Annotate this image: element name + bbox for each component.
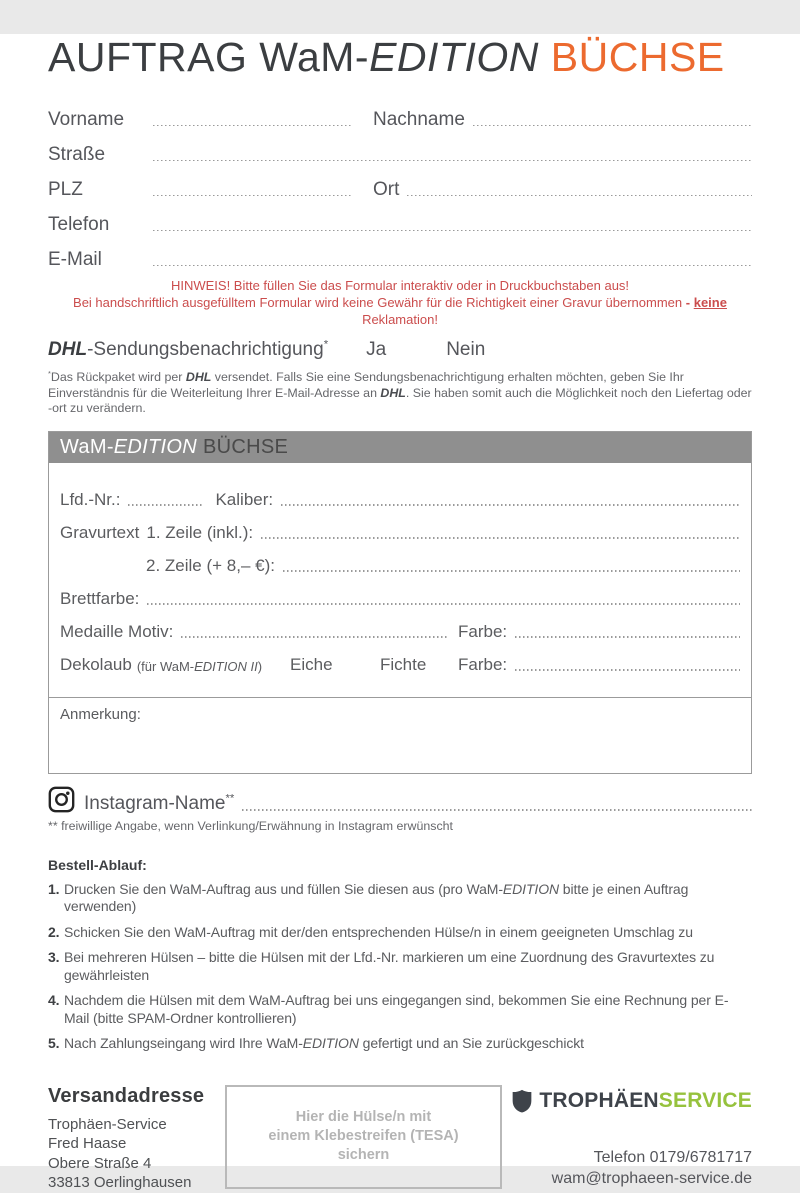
medaille-half	[60, 622, 458, 642]
footer-section	[48, 1085, 752, 1193]
anmerkung-label: Anmerkung:	[60, 705, 141, 723]
email-field[interactable]	[153, 265, 752, 267]
row-medaille	[60, 609, 740, 642]
farbe2-field[interactable]	[515, 669, 740, 671]
zeile2-label: 2. Zeile (+ 8,– €):	[146, 555, 275, 575]
instagram-icon	[48, 786, 75, 813]
anmerkung-area[interactable]	[49, 697, 751, 773]
brettfarbe-label: Brettfarbe:	[60, 588, 140, 608]
brettfarbe-field[interactable]	[147, 603, 740, 605]
ort-label: Ort	[373, 179, 400, 201]
shield-icon	[511, 1089, 533, 1113]
warning-line2-end: Reklamation!	[362, 312, 438, 327]
step-number: 3.	[48, 949, 60, 966]
title-main: AUFTRAG WaM-	[48, 34, 370, 80]
farbe2-label: Farbe:	[458, 654, 508, 674]
step-text: Schicken Sie den WaM-Auftrag mit der/den entsprechenden Hülse/n in einem geeigneten Umschlag zu	[64, 923, 693, 940]
dhl-footnote-text: Das Rückpaket wird per DHL versendet. Falls Sie eine Sendungsbenachrichtigung erhalten möchten, geben Sie Ihr Einverständnis für die Weiterleitung Ihrer E-Mail-Adresse an DHL. Sie haben somit auch die Möglichkeit noch den Liefertag oder -ort zu verändern.	[48, 370, 752, 416]
dhl-notification-row	[48, 339, 752, 361]
dekolaub-label: Dekolaub	[60, 654, 132, 674]
order-steps-heading: Bestell-Ablauf:	[48, 856, 147, 873]
address-lines	[48, 1115, 225, 1193]
step-number: 5.	[48, 1035, 60, 1052]
box-header-main: WaM-EDITION	[60, 435, 197, 458]
dhl-footnote	[48, 370, 752, 417]
phone-number: Telefon 0179/6781717	[593, 1148, 752, 1166]
farbe1-field[interactable]	[515, 636, 740, 638]
warning-line2-text: Bei handschriftlich ausgefülltem Formular wird keine Gewähr für die Richtigkeit einer Gravur übernommen	[73, 295, 686, 310]
vorname-field[interactable]	[153, 125, 353, 127]
wam-edition-box	[48, 431, 752, 774]
telefon-field[interactable]	[153, 230, 752, 232]
email-address: wam@trophaeen-service.de	[551, 1169, 752, 1187]
row-strasse	[48, 130, 752, 165]
row-dekolaub	[60, 642, 740, 675]
address-line: Fred Haase	[48, 1135, 127, 1153]
kaliber-label: Kaliber:	[215, 489, 274, 509]
farbe1-label: Farbe:	[458, 621, 508, 641]
warning-line2	[48, 294, 752, 328]
step-number: 1.	[48, 880, 60, 897]
row-plz-ort	[48, 165, 752, 200]
instagram-asterisks: **	[225, 792, 235, 805]
dhl-option-nein[interactable]: Nein	[446, 339, 486, 360]
dekolaub-option-fichte[interactable]: Fichte	[380, 654, 427, 674]
nachname-field[interactable]	[473, 125, 752, 127]
strasse-field[interactable]	[153, 160, 752, 162]
warning-line1: HINWEIS! Bitte füllen Sie das Formular interaktiv oder in Druckbuchstaben aus!	[170, 278, 630, 293]
ort-field[interactable]	[407, 195, 752, 197]
dekolaub-note: (für WaM-EDITION II)	[136, 658, 263, 674]
shipping-address-heading: Versandadresse	[48, 1084, 205, 1107]
instagram-row	[48, 785, 752, 815]
telefon-label: Telefon	[48, 214, 110, 236]
title-product: BÜCHSE	[550, 34, 725, 80]
zeile1-field[interactable]	[261, 537, 740, 539]
plz-label: PLZ	[48, 179, 83, 201]
step-text: Nachdem die Hülsen mit dem WaM-Auftrag bei uns eingegangen sind, bekommen Sie eine Rechnung per E-Mail (bitte SPAM-Ordner kontrollieren)	[64, 992, 729, 1026]
medaille-field[interactable]	[181, 636, 448, 638]
medaille-label: Medaille Motiv:	[60, 621, 174, 641]
order-step	[48, 924, 752, 942]
contact-info	[552, 1147, 752, 1189]
row-email	[48, 235, 752, 270]
step-text: Nach Zahlungseingang wird Ihre WaM-EDITION gefertigt und an Sie zurückgeschickt	[64, 1035, 584, 1052]
plz-field[interactable]	[153, 195, 353, 197]
step-text: Drucken Sie den WaM-Auftrag aus und füllen Sie diesen aus (pro WaM-EDITION bitte je einen Auftrag verwenden)	[64, 880, 689, 915]
order-steps-list	[48, 881, 752, 1053]
dekolaub-half	[60, 655, 458, 675]
email-label: E-Mail	[48, 249, 102, 271]
box-header	[49, 432, 751, 463]
zeile2-field[interactable]	[283, 570, 740, 572]
order-step	[48, 1035, 752, 1053]
order-step	[48, 881, 752, 916]
address-line: Obere Straße 4	[48, 1154, 152, 1172]
warning-keine: keine	[693, 295, 727, 310]
logo-text-dark: TROPHÄEN	[539, 1088, 659, 1112]
row-brettfarbe	[60, 576, 740, 609]
order-step	[48, 992, 752, 1027]
zeile1-label: 1. Zeile (inkl.):	[146, 522, 254, 542]
row-telefon	[48, 200, 752, 235]
dhl-label-text: -Sendungsbenachrichtigung	[87, 339, 324, 360]
box-body	[49, 463, 751, 697]
address-line: Trophäen-Service	[48, 1115, 167, 1133]
contact-section	[48, 95, 752, 270]
dhl-label	[48, 339, 328, 361]
warning-dash: -	[685, 295, 691, 310]
vorname-label: Vorname	[48, 109, 125, 131]
dekolaub-option-eiche[interactable]: Eiche	[290, 654, 333, 674]
row-gravur-zeile1	[60, 510, 740, 543]
lfdnr-field[interactable]	[128, 504, 203, 506]
order-form-page	[0, 34, 800, 1192]
step-number: 4.	[48, 992, 60, 1009]
title-edition: EDITION	[369, 34, 539, 80]
row-lfdnr-kaliber	[60, 477, 740, 510]
instagram-footnote: ** freiwillige Angabe, wenn Verlinkung/Erwähnung in Instagram erwünscht	[48, 818, 453, 833]
gravurtext-label: Gravurtext	[60, 522, 140, 542]
dhl-footnote-mark: *	[48, 368, 51, 378]
dhl-option-ja[interactable]: Ja	[366, 339, 387, 360]
trophaeenservice-logo	[511, 1089, 752, 1113]
address-line: 33813 Oerlinghausen	[48, 1174, 192, 1192]
row-gravur-zeile2	[60, 543, 740, 576]
step-text: Bei mehreren Hülsen – bitte die Hülsen mit der Lfd.-Nr. markieren um eine Zuordnung des Gravurtextes zu gewährleisten	[64, 949, 715, 983]
strasse-label: Straße	[48, 144, 106, 166]
dhl-asterisk: *	[323, 338, 329, 351]
instagram-label: Instagram-Name**	[84, 792, 235, 814]
page-title	[48, 34, 752, 81]
row-vorname-nachname	[48, 95, 752, 130]
brand-column	[502, 1085, 752, 1189]
shipping-address	[48, 1085, 225, 1193]
logo-text-green: SERVICE	[658, 1088, 752, 1112]
tape-instruction-text: Hier die Hülse/n mit einem Klebestreifen (TESA) sichern	[268, 1109, 459, 1164]
lfdnr-label: Lfd.-Nr.:	[60, 489, 121, 509]
order-step	[48, 949, 752, 984]
nachname-label: Nachname	[373, 109, 465, 131]
kaliber-field[interactable]	[281, 504, 740, 506]
order-steps-section	[48, 857, 752, 1053]
handwriting-warning	[48, 277, 752, 328]
dhl-brand: DHL	[48, 339, 88, 360]
box-header-product: BÜCHSE	[203, 435, 289, 458]
tape-instruction-box	[225, 1085, 502, 1189]
instagram-name-field[interactable]	[242, 809, 752, 811]
step-number: 2.	[48, 923, 60, 940]
